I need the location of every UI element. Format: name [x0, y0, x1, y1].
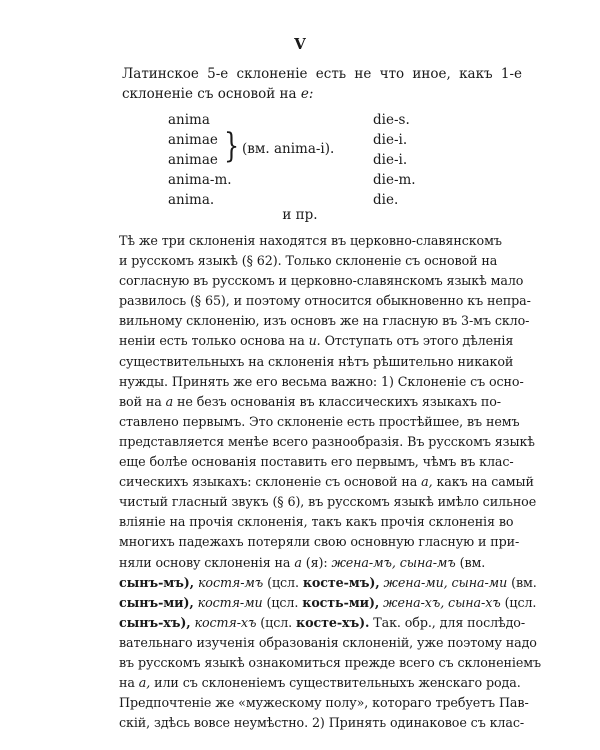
- bold-form: сынъ-хъ),: [119, 614, 191, 630]
- page-number: V: [294, 35, 306, 53]
- text-line: [119, 553, 515, 573]
- italic-form: жена-хъ, сына-хъ: [383, 594, 501, 610]
- italic-form: жена-мъ,: [331, 554, 396, 570]
- text-segment: на: [119, 675, 135, 691]
- text-segment: неніи есть только основа на: [119, 333, 305, 349]
- intro-paragraph: [122, 64, 522, 104]
- right-form: die-i.: [373, 132, 408, 148]
- italic-form: костя-хъ: [194, 614, 257, 630]
- text-segment: (цсл.: [266, 594, 299, 610]
- text-line: развилось (§ 65), и поэтому относится обыкновенно къ непра-: [119, 293, 531, 309]
- italic-stem: а,: [421, 474, 433, 490]
- text-line: Предпочтеніе же «мужескому полу», котораго требуетъ Пав-: [119, 695, 529, 711]
- text-line: вліяніе на прочія склоненія, такъ какъ прочія склоненія во: [119, 514, 514, 530]
- text-line: [119, 613, 526, 633]
- italic-stem: и.: [308, 333, 321, 349]
- left-form: animae: [168, 132, 218, 148]
- brace-note: (вм. anima-i).: [242, 141, 335, 157]
- bold-form: сынъ-мъ),: [119, 574, 195, 590]
- text-segment: (вм.: [459, 554, 486, 570]
- text-line: [119, 472, 534, 492]
- right-brace: }: [224, 126, 240, 166]
- text-line: [119, 331, 515, 351]
- text-line: [119, 593, 537, 613]
- italic-stem: а: [294, 554, 302, 570]
- bold-form: сынъ-ми),: [119, 594, 194, 610]
- text-line: скій, здѣсь вовсе неумѣстно. 2) Принять одинаковое съ клас-: [119, 715, 525, 731]
- right-form: die-i.: [373, 152, 408, 168]
- text-line: представляется менѣе всего разнообразія. Въ русскомъ языкѣ: [119, 433, 535, 449]
- italic-stem: а,: [138, 675, 151, 691]
- right-form: die-m.: [373, 172, 416, 188]
- text-segment: (цсл.: [504, 594, 537, 610]
- text-segment: (вм.: [511, 574, 537, 590]
- declension-left-column: [168, 110, 232, 210]
- text-segment: няли основу склоненія на: [119, 554, 291, 570]
- text-line: ставлено первымъ. Это склоненіе есть простѣйшее, въ немъ: [119, 413, 520, 429]
- italic-form: жена-ми, сына-ми: [383, 574, 508, 590]
- intro-stem: e:: [300, 86, 314, 102]
- italic-stem: а: [165, 393, 174, 409]
- right-form: die.: [373, 192, 399, 208]
- bold-form: косте-хъ).: [296, 614, 370, 630]
- text-segment: не безъ основанія въ классическихъ языкахъ по-: [177, 393, 501, 409]
- text-line: еще болѣе основанія поставить его первымъ, чѣмъ въ клас-: [119, 454, 514, 470]
- text-line: въ русскомъ языкѣ ознакомиться прежде всего съ склоненіемъ: [119, 654, 542, 670]
- text-segment: сическихъ языкахъ: склоненіе съ основой на: [119, 474, 418, 490]
- body-paragraph: [119, 231, 542, 733]
- text-segment: или съ склоненіемъ существительныхъ женскаго рода.: [154, 675, 521, 691]
- text-segment: Так. обр., для послѣдо-: [373, 614, 526, 630]
- italic-form: костя-ми: [197, 594, 263, 610]
- italic-form: костя-мъ: [197, 574, 264, 590]
- text-line: Тѣ же три склоненія находятся въ церковно-славянскомъ: [119, 233, 502, 248]
- left-form: animae: [168, 152, 218, 168]
- text-line: нужды. Принять же его весьма важно: 1) Склоненіе съ осно-: [119, 373, 524, 389]
- bold-form: косте-мъ),: [302, 574, 380, 590]
- text-segment: (цсл.: [260, 614, 293, 630]
- text-line: вательнаго изученія образованія склоненій, уже поэтому надо: [119, 634, 537, 650]
- text-line: [119, 573, 537, 593]
- text-line: существительныхъ на склоненія нѣтъ рѣшительно никакой: [119, 353, 514, 369]
- text-line: чистый гласный звукъ (§ 6), въ русскомъ языкѣ имѣло сильное: [119, 494, 537, 510]
- declension-right-column: [373, 110, 416, 210]
- text-line: многихъ падежахъ потеряли свою основную гласную и при-: [119, 534, 520, 550]
- italic-form: сына-мъ: [399, 554, 456, 570]
- intro-text: Латинское 5-е склоненіе есть не что иное, какъ 1-е склоненіе съ основой на: [122, 66, 522, 102]
- text-line: [119, 392, 515, 412]
- right-form: die-s.: [373, 112, 410, 128]
- text-line: [119, 673, 521, 693]
- left-form: anima-m.: [168, 172, 232, 188]
- text-line: и русскомъ языкѣ (§ 62). Только склоненіе съ основой на: [119, 253, 498, 269]
- text-segment: (я):: [305, 554, 328, 570]
- text-line: согласную въ русскомъ и церковно-славянскомъ языкѣ мало: [119, 273, 524, 289]
- text-segment: какъ на самый: [436, 474, 534, 490]
- text-line: вильному склоненію, изъ основъ же на гласную въ 3-мъ скло-: [119, 313, 530, 329]
- left-form: anima: [168, 112, 210, 128]
- text-segment: вой на: [119, 393, 162, 409]
- etc-line: и пр.: [282, 207, 318, 223]
- text-segment: Отступать отъ этого дѣленія: [324, 333, 514, 349]
- text-segment: (цсл.: [267, 574, 299, 590]
- bold-form: кость-ми),: [302, 594, 380, 610]
- left-form: anima.: [168, 192, 215, 208]
